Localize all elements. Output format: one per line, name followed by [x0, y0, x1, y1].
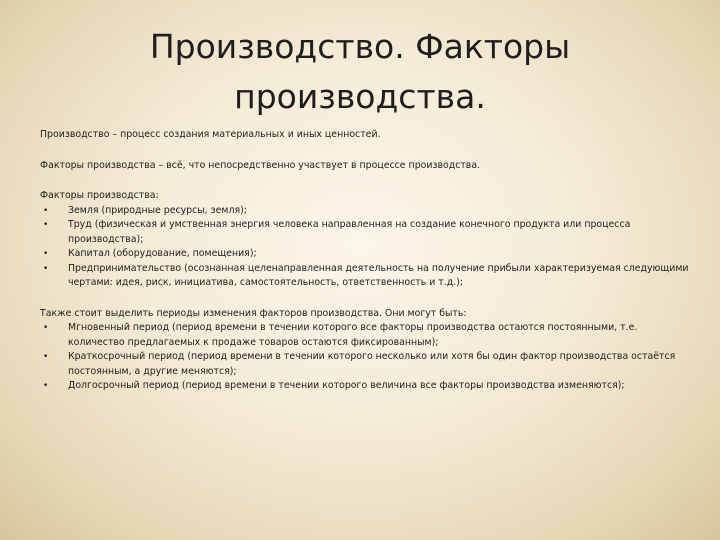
bullet-icon: • — [43, 323, 49, 333]
definition-production: Производство – процесс создания материальных и иных ценностей. — [40, 129, 381, 140]
list-item-text: Долгосрочный период (период времени в течении которого величина все факторы производства изменяются); — [68, 380, 625, 391]
bullet-icon: • — [43, 381, 49, 391]
bullet-icon: • — [43, 352, 49, 362]
periods-heading: Также стоит выделить периоды изменения факторов производства. Они могут быть: — [40, 307, 467, 319]
slide-title-line-1: Производство. Факторы — [149, 27, 571, 66]
list-item — [40, 247, 690, 262]
bullet-icon: • — [43, 205, 49, 216]
periods-list — [40, 321, 690, 394]
bullet-icon: • — [43, 249, 49, 259]
list-item — [40, 321, 690, 350]
list-item-text: Мгновенный период (период времени в течении которого все факторы производства остаются постоянными, т.е. количество предлагаемых к продаже товаров остаются фиксированным); — [68, 322, 638, 348]
list-item — [40, 204, 690, 219]
slide-body — [40, 128, 690, 394]
slide-title-line-2: производства. — [234, 77, 486, 116]
list-item — [40, 350, 690, 379]
list-item-text: Земля (природные ресурсы, земля); — [68, 204, 247, 216]
factors-list — [40, 204, 690, 291]
list-item-text: Труд (физическая и умственная энергия человека направленная на создание конечного продукта или процесса производства); — [68, 219, 631, 245]
slide-title — [60, 22, 660, 122]
bullet-icon: • — [43, 263, 49, 274]
definition-factors: Факторы производства – всё, что непосредственно участвует в процессе производства. — [40, 159, 481, 171]
bullet-icon: • — [43, 220, 49, 230]
list-item-text: Предпринимательство (осознанная целенаправленная деятельность на получение прибыли характеризуемая следующими чертами: идея, риск, инициатива, самостоятельность, ответственность и т.д.); — [68, 262, 689, 288]
list-item-text: Капитал (оборудование, помещения); — [68, 248, 257, 259]
list-item — [40, 379, 690, 394]
list-item — [40, 218, 690, 247]
list-item — [40, 262, 690, 291]
list-item-text: Краткосрочный период (период времени в течении которого несколько или хотя бы один фактор производства остаётся постоянным, а другие меняются); — [68, 351, 676, 377]
factors-heading: Факторы производства: — [40, 190, 159, 201]
